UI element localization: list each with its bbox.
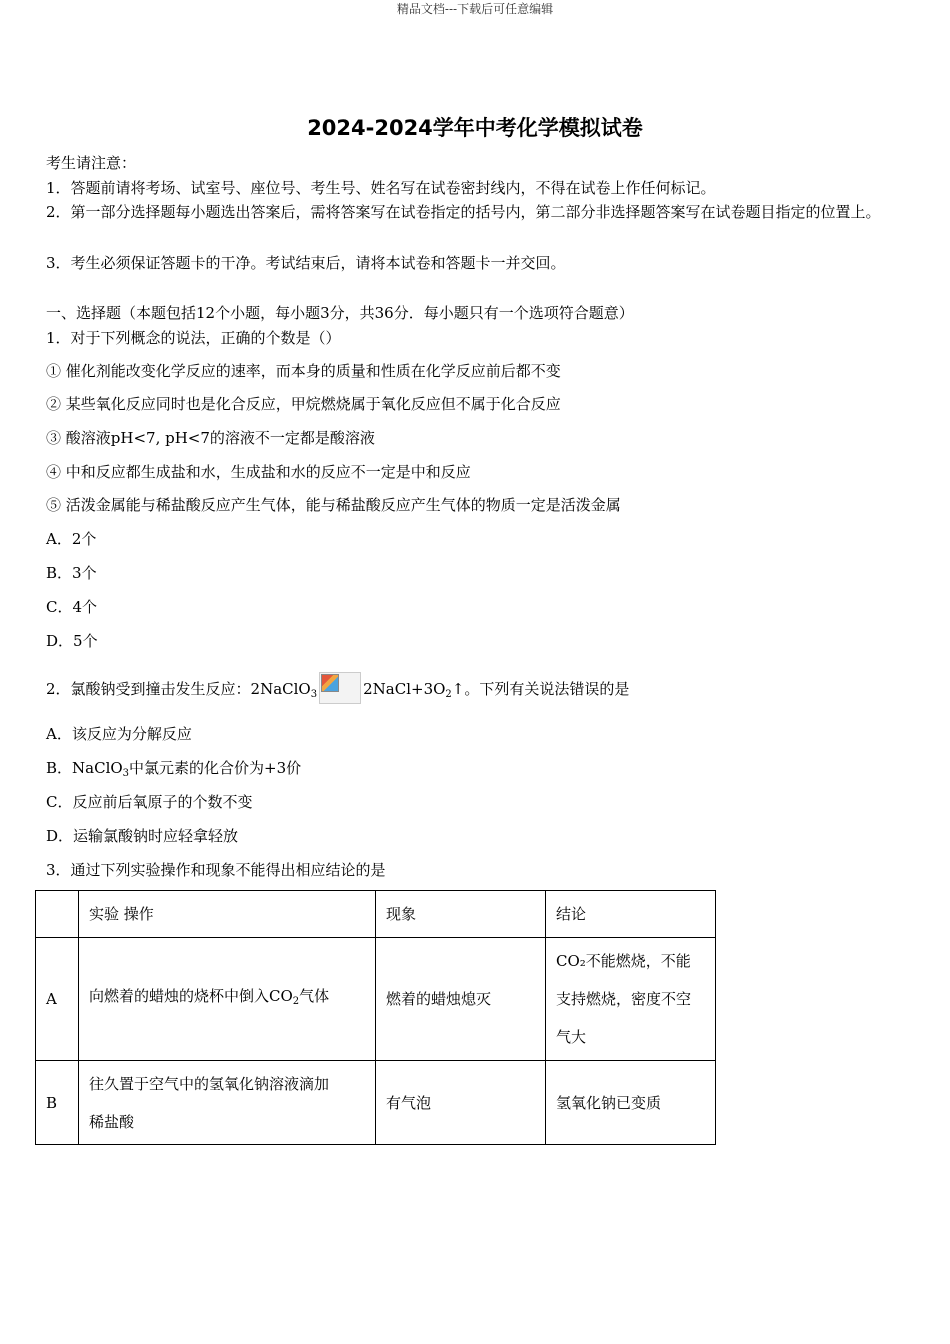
q2-stem-end: ↑。下列有关说法错误的是	[451, 680, 630, 698]
q1-option-c: C．4个	[46, 598, 98, 616]
table-header-cell: 结论	[546, 891, 716, 938]
table-header-cell: 实验 操作	[79, 891, 376, 938]
table-row	[36, 1061, 716, 1145]
row-conclusion-line: 气大	[556, 1028, 587, 1046]
row-operation-sub: 2	[292, 996, 300, 1007]
row-label: B	[36, 1061, 79, 1145]
notice-item-3: 3．考生必须保证答题卡的干净。考试结束后，请将本试卷和答题卡一并交回。	[46, 254, 566, 272]
section-heading: 一、选择题（本题包括12个小题，每小题3分，共36分．每小题只有一个选项符合题意）	[46, 304, 634, 322]
q1-statement-2: ② 某些氧化反应同时也是化合反应，甲烷燃烧属于氧化反应但不属于化合反应	[46, 395, 561, 413]
q2-stem-start: 2．氯酸钠受到撞击发生反应：	[46, 680, 251, 698]
row-conclusion-line: 支持燃烧，密度不空	[556, 990, 692, 1008]
q2-option-a: A．该反应为分解反应	[46, 725, 192, 743]
row-conclusion-line: CO₂不能燃烧，不能	[556, 952, 691, 970]
q2-option-b-pre: B．NaClO	[46, 759, 123, 777]
q2-option-d: D．运输氯酸钠时应轻拿轻放	[46, 827, 239, 845]
row-phenomenon: 燃着的蜡烛熄灭	[376, 938, 546, 1061]
row-operation-post: 气体	[299, 987, 330, 1005]
q1-stem: 1．对于下列概念的说法，正确的个数是（）	[46, 329, 341, 347]
exam-title: 2024-2024学年中考化学模拟试卷	[307, 116, 643, 140]
table-header-row	[36, 891, 716, 938]
q1-statement-1: ① 催化剂能改变化学反应的速率，而本身的质量和性质在化学反应前后都不变	[46, 362, 561, 380]
notice-item-1: 1．答题前请将考场、试室号、座位号、考生号、姓名写在试卷密封线内，不得在试卷上作任何标记。	[46, 179, 716, 197]
row-conclusion	[546, 938, 716, 1061]
q1-option-a: A．2个	[46, 530, 97, 548]
row-operation-line: 稀盐酸	[89, 1112, 135, 1131]
table-row	[36, 938, 716, 1061]
row-operation	[79, 1061, 376, 1145]
q3-stem: 3．通过下列实验操作和现象不能得出相应结论的是	[46, 861, 386, 879]
q1-statement-3: ③ 酸溶液pH<7, pH<7的溶液不一定都是酸溶液	[46, 429, 375, 447]
table-header-cell	[36, 891, 79, 938]
q2-product-sub: 2	[445, 689, 452, 700]
q2-option-b	[46, 757, 301, 779]
q1-option-d: D．5个	[46, 632, 98, 650]
q1-option-b: B．3个	[46, 564, 97, 582]
q2-option-b-sub: 3	[122, 768, 130, 779]
q2-option-c: C．反应前后氧原子的个数不变	[46, 793, 253, 811]
q2-option-b-post: 中氯元素的化合价为+3价	[129, 759, 302, 777]
q2-product: 2NaCl+3O	[363, 680, 446, 698]
q2-reactant-sub: 3	[310, 689, 318, 700]
row-label: A	[36, 938, 79, 1061]
row-operation	[79, 938, 376, 1061]
q2-reactant: 2NaClO	[250, 680, 311, 698]
row-conclusion: 氢氧化钠已变质	[546, 1061, 716, 1145]
page-header: 精品文档---下载后可任意编辑	[396, 2, 554, 16]
row-phenomenon: 有气泡	[376, 1061, 546, 1145]
table-header-cell: 现象	[376, 891, 546, 938]
q2-stem	[46, 672, 629, 704]
notice-item-2: 2．第一部分选择题每小题选出答案后，需将答案写在试卷指定的括号内，第二部分非选择题答案写在试卷题目指定的位置上。	[46, 203, 881, 221]
row-operation-line: 往久置于空气中的氢氧化钠溶液滴加	[89, 1074, 330, 1093]
q1-statement-5: ⑤ 活泼金属能与稀盐酸反应产生气体，能与稀盐酸反应产生气体的物质一定是活泼金属	[46, 496, 621, 514]
row-operation-pre: 向燃着的蜡烛的烧杯中倒入CO	[89, 987, 293, 1005]
reaction-condition-image-icon	[319, 672, 361, 704]
q1-statement-4: ④ 中和反应都生成盐和水，生成盐和水的反应不一定是中和反应	[46, 463, 471, 481]
notice-heading: 考生请注意：	[46, 154, 137, 172]
experiment-table	[35, 890, 716, 1145]
